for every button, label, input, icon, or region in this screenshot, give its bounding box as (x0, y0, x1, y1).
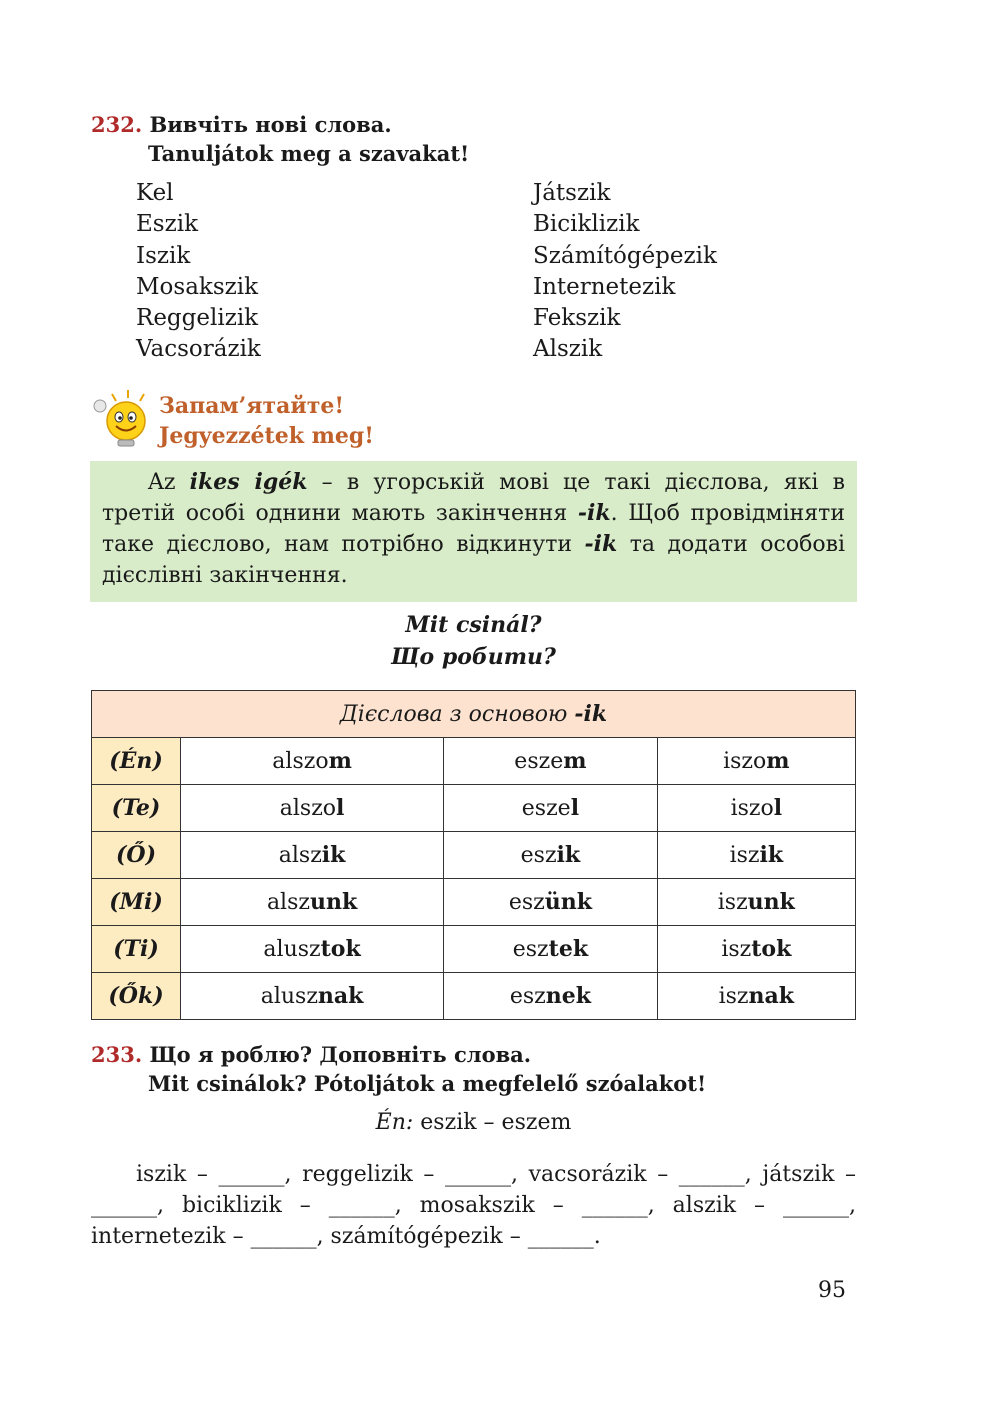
word-item: Játszik (533, 180, 611, 206)
table-row (92, 973, 856, 1020)
exercise-232-heading (91, 110, 392, 139)
word-item: Kel (136, 180, 174, 206)
word-item: Mosakszik (136, 273, 259, 300)
word-list-right (533, 178, 717, 366)
table-row (92, 738, 856, 785)
word-item: Számítógépezik (533, 242, 717, 269)
table-cell: eszünk (444, 879, 658, 926)
pronoun-cell: (Ti) (92, 926, 181, 973)
question-ua: Що робити? (391, 644, 556, 670)
pronoun-cell: (Te) (92, 785, 181, 832)
conjugation-table (91, 690, 856, 1020)
table-row (92, 879, 856, 926)
rule-box (90, 461, 857, 602)
word-item: Vacsorázik (136, 336, 261, 363)
table-cell: iszom (657, 738, 855, 785)
remember-title-ua: Запам’ятайте! (159, 393, 344, 419)
table-cell: eszel (444, 785, 658, 832)
table-cell: eszem (444, 738, 658, 785)
table-header: Дієслова з основою -ik (92, 691, 856, 738)
example-text: eszik – eszem (413, 1110, 572, 1135)
table-row (92, 832, 856, 879)
table-cell: isznak (657, 973, 855, 1020)
rule-term: ikes igék (189, 469, 308, 495)
question-hu: Mit csinál? (405, 612, 542, 638)
rule-ending: -ik (577, 500, 611, 526)
table-cell: esznek (444, 973, 658, 1020)
word-item: Alszik (533, 336, 603, 363)
remember-title-hu: Jegyezzétek meg! (159, 423, 374, 449)
word-list-left (136, 178, 261, 366)
word-item: Biciklizik (533, 211, 640, 238)
page-number: 95 (818, 1278, 846, 1303)
word-item: Iszik (136, 242, 191, 269)
example-line (90, 1110, 857, 1135)
word-item: Reggelizik (136, 305, 259, 332)
table-cell: alusznak (181, 973, 444, 1020)
table-cell: eszik (444, 832, 658, 879)
rule-text: Az ikes igék – в угорській мові це такі дієслова, які в третій особі однини мають закінчення -ik. Щоб провідміняти таке дієслово, нам потрібно відкинути -ik та додати особові дієслівні закінчення. (102, 469, 845, 588)
table-cell: iszol (657, 785, 855, 832)
table-cell: esztek (444, 926, 658, 973)
pronoun-cell: (Mi) (92, 879, 181, 926)
table-cell: iszunk (657, 879, 855, 926)
table-cell: alszom (181, 738, 444, 785)
table-cell: alszik (181, 832, 444, 879)
word-item: Internetezik (533, 273, 676, 300)
table-cell: alszol (181, 785, 444, 832)
word-item: Eszik (136, 211, 199, 238)
pronoun-cell: (Ő) (92, 832, 181, 879)
word-item: Fekszik (533, 305, 621, 332)
exercise-title-ua: Вивчіть нові слова. (149, 112, 392, 137)
lightbulb-smiley-icon (90, 388, 152, 450)
table-header-row (92, 691, 856, 738)
exercise-title-ua: Що я роблю? Доповніть слова. (149, 1042, 532, 1067)
exercise-title-hu: Mit csinálok? Pótoljátok a megfelelő szóalakot! (148, 1071, 707, 1096)
table-row (92, 926, 856, 973)
exercise-233-heading (91, 1040, 531, 1069)
table-cell: alusztok (181, 926, 444, 973)
exercise-number: 232. (91, 112, 143, 137)
table-cell: iszik (657, 832, 855, 879)
fill-in-exercise-text: iszik – ______, reggelizik – ______, vacsorázik – ______, játszik – ______, biciklizik – ______, mosakszik – ______, alszik – ______, internetezik – ______, számítógépezik – ______. (91, 1162, 856, 1249)
table-row (92, 785, 856, 832)
exercise-number: 233. (91, 1042, 143, 1067)
example-label: Én: (375, 1110, 414, 1135)
pronoun-cell: (Ők) (92, 973, 181, 1020)
pronoun-cell: (Én) (92, 738, 181, 785)
exercise-title-hu: Tanuljátok meg a szavakat! (148, 141, 470, 166)
rule-ending: -ik (584, 531, 618, 557)
table-cell: alszunk (181, 879, 444, 926)
table-cell: isztok (657, 926, 855, 973)
